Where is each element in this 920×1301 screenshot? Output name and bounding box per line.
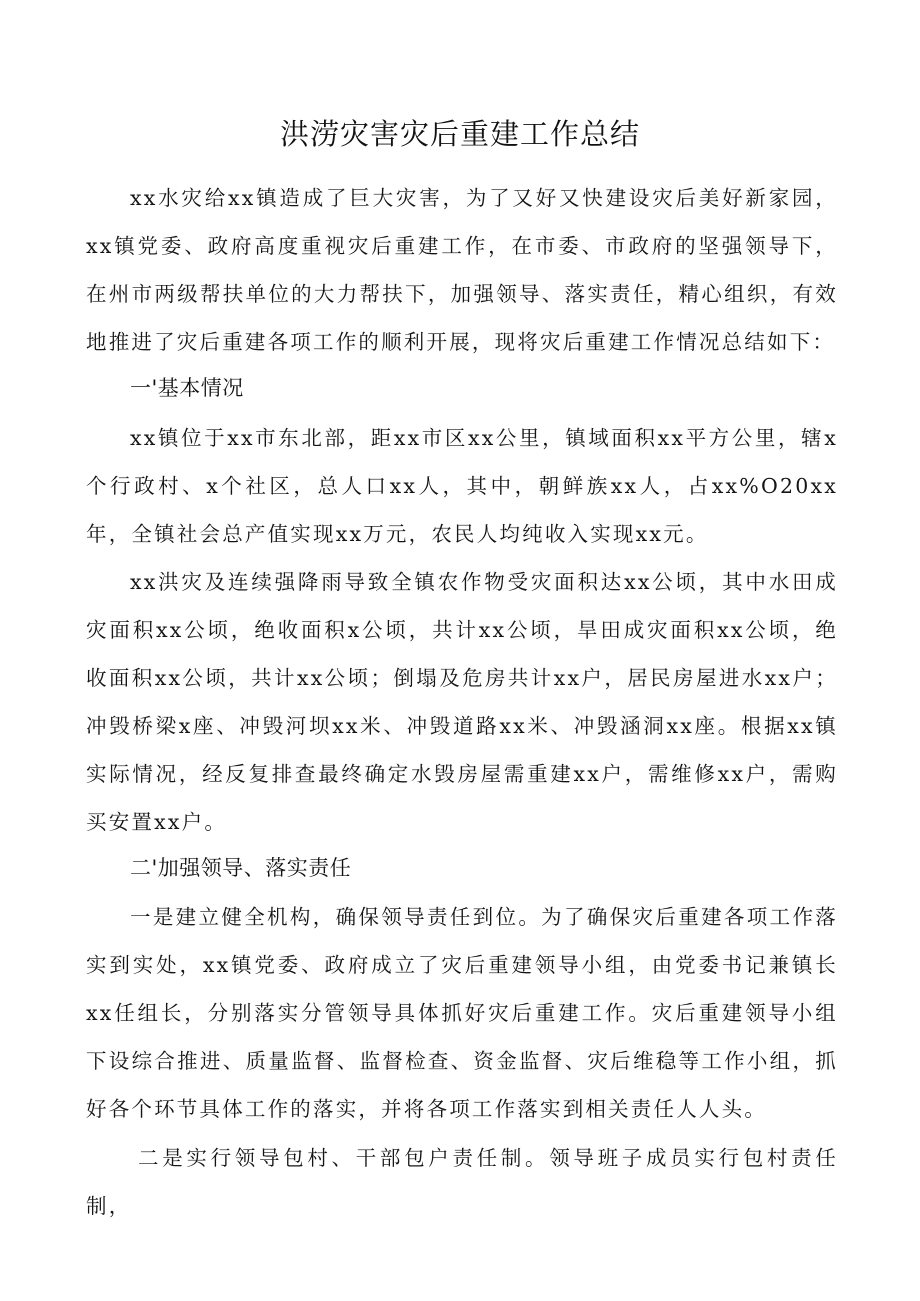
disaster-damage-paragraph: xx洪灾及连续强降雨导致全镇农作物受灾面积达xx公顷，其中水田成灾面积xx公顷，绝收面积x公顷，共计xx公顷，旱田成灾面积xx公顷，绝收面积xx公顷，共计xx公顷；倒塌及危房共计xx户，居民房屋进水xx户；冲毁桥梁x座、冲毁河坝xx米、冲毁道路xx米、冲毁涵洞xx座。根据xx镇实际情况，经反复排查最终确定水毁房屋需重建xx户，需维修xx户，需购买安置xx户。 [86,570,838,834]
intro-paragraph: xx水灾给xx镇造成了巨大灾害，为了又好又快建设灾后美好新家园，xx镇党委、政府高度重视灾后重建工作，在市委、市政府的坚强领导下，在州市两级帮扶单位的大力帮扶下，加强领导、落实责任，精心组织，有效地推进了灾后重建各项工作的顺利开展，现将灾后重建工作情况总结如下： [86,186,838,354]
section-heading-leadership: 二'加强领导、落实责任 [130,856,352,880]
document-title: 洪涝灾害灾后重建工作总结 [279,117,640,151]
section-heading-basic-situation: 一'基本情况 [130,376,244,400]
basic-situation-paragraph: xx镇位于xx市东北部，距xx市区xx公里，镇域面积xx平方公里，辖x个行政村、x个社区，总人口xx人，其中，朝鲜族xx人，占xx%O20xx年，全镇社会总产值实现xx万元，农民人均纯收入实现xx元。 [86,426,838,546]
organization-paragraph: 一是建立健全机构，确保领导责任到位。为了确保灾后重建各项工作落实到实处，xx镇党委、政府成立了灾后重建领导小组，由党委书记兼镇长xx任组长，分别落实分管领导具体抓好灾后重建工作。灾后重建领导小组下设综合推进、质量监督、监督检查、资金监督、灾后维稳等工作小组，抓好各个环节具体工作的落实，并将各项工作落实到相关责任人人头。 [86,905,838,1121]
responsibility-system-paragraph: 二是实行领导包村、干部包户责任制。领导班子成员实行包村责任制， [86,1146,838,1218]
